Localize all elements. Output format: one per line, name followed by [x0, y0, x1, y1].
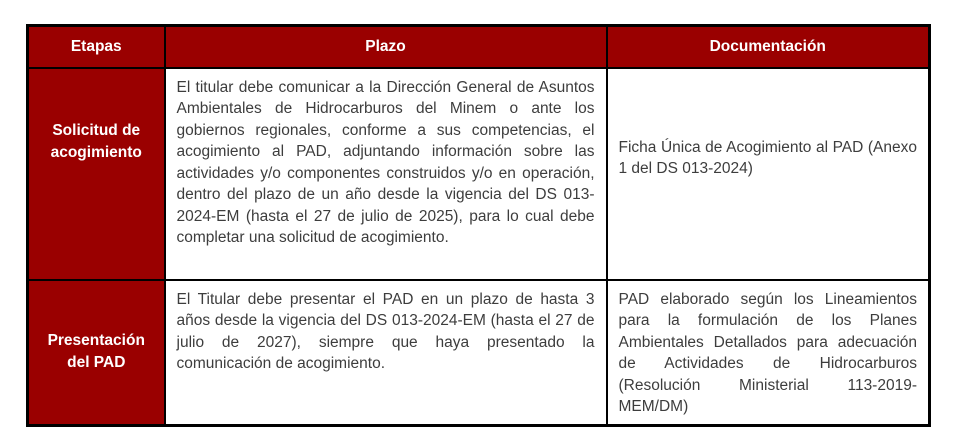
cell-plazo-presentacion: El Titular debe presentar el PAD en un plazo de hasta 3 años desde la vigencia del DS 013-2024-EM (hasta el 27 de julio de 2027), siempre que haya presentado la comunicación de acogimiento.	[165, 280, 607, 426]
pad-stages-table	[26, 24, 931, 427]
table-row-presentacion	[28, 280, 930, 426]
row-label-presentacion-del-pad: Presentación del PAD	[28, 280, 165, 426]
cell-documentacion-presentacion: PAD elaborado según los Lineamientos para la formulación de los Planes Ambientales Detallados para adecuación de Actividades de Hidrocarburos (Resolución Ministerial 113-2019- MEM/DM)	[607, 280, 930, 426]
row-label-solicitud-de-acogimiento: Solicitud de acogimiento	[28, 68, 165, 280]
header-row	[28, 26, 930, 68]
column-header-plazo: Plazo	[165, 26, 607, 68]
cell-plazo-solicitud: El titular debe comunicar a la Dirección General de Asuntos Ambientales de Hidrocarburos del Minem o ante los gobiernos regionales, conforme a sus competencias, el acogimiento al PAD, adjuntando información sobre las actividades y/o componentes construidos y/o en operación, dentro del plazo de un año desde la vigencia del DS 013-2024-EM (hasta el 27 de julio de 2025), para lo cual debe completar una solicitud de acogimiento.	[165, 68, 607, 280]
column-header-etapas: Etapas	[28, 26, 165, 68]
cell-documentacion-solicitud: Ficha Única de Acogimiento al PAD (Anexo 1 del DS 013-2024)	[607, 68, 930, 280]
table-row-solicitud	[28, 68, 930, 280]
column-header-documentacion: Documentación	[607, 26, 930, 68]
